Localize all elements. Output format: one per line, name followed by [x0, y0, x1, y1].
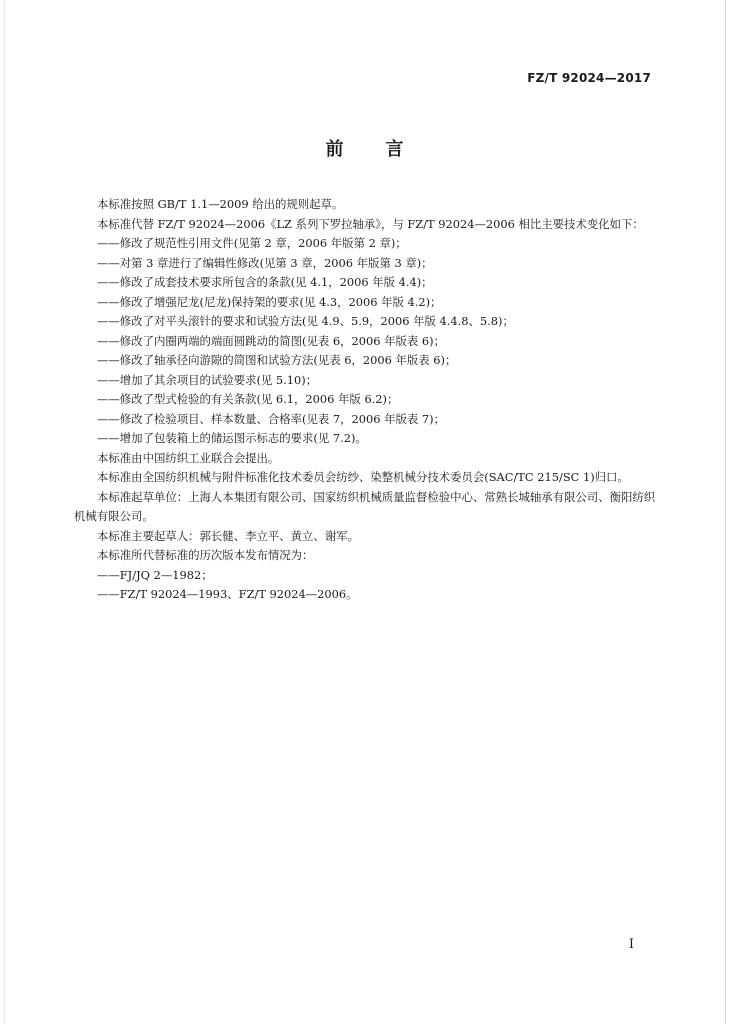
centralized-paragraph: 本标准由全国纺织机械与附件标准化技术委员会纺纱、染整机械分技术委员会(SAC/TC 215/SC 1)归口。: [97, 470, 629, 484]
change-item: ——修改了成套技术要求所包含的条款(见 4.1，2006 年版 4.4)；: [97, 275, 433, 289]
change-item: ——修改了对平头滚针的要求和试验方法(见 4.9、5.9，2006 年版 4.4.8、5.8)；: [97, 314, 514, 328]
change-item: ——修改了增强尼龙(尼龙)保持架的要求(见 4.3，2006 年版 4.2)；: [97, 294, 442, 309]
replacement-paragraph: 本标准代替 FZ/T 92024—2006《LZ 系列下罗拉轴承》，与 FZ/T 92024—2006 相比主要技术变化如下：: [97, 216, 644, 231]
change-item: ——修改了型式检验的有关条款(见 6.1，2006 年版 6.2)；: [97, 392, 399, 406]
foreword-body: [74, 195, 658, 605]
drafting-units-paragraph: 本标准起草单位：上海人本集团有限公司、国家纺织机械质量监督检验中心、常熟长城轴承有限公司、衡阳纺织机械有限公司。: [74, 489, 656, 523]
change-item: ——修改了轴承径向游隙的简图和试验方法(见表 6，2006 年版表 6)；: [97, 353, 457, 367]
drafting-rules-paragraph: 本标准按照 GB/T 1.1—2009 给出的规则起草。: [97, 197, 344, 211]
standard-code: FZ/T 92024—2017: [527, 71, 651, 85]
page-title: 前言: [325, 139, 446, 160]
change-item: ——增加了其余项目的试验要求(见 5.10)；: [97, 372, 318, 387]
history-item: ——FZ/T 92024—1993、FZ/T 92024—2006。: [97, 587, 358, 601]
change-item: ——增加了包装箱上的储运图示标志的要求(见 7.2)。: [97, 431, 367, 445]
change-item: ——修改了内圈两端的端面圆跳动的简图(见表 6，2006 年版表 6)；: [97, 333, 445, 348]
change-item: ——修改了检验项目、样本数量、合格率(见表 7，2006 年版表 7)；: [97, 411, 445, 426]
change-item: ——对第 3 章进行了编辑性修改(见第 3 章，2006 年版第 3 章)；: [97, 255, 433, 270]
proposer-paragraph: 本标准由中国纺织工业联合会提出。: [97, 450, 280, 465]
page-number: I: [628, 937, 634, 952]
history-intro-paragraph: 本标准所代替标准的历次版本发布情况为：: [97, 548, 314, 562]
drafters-paragraph: 本标准主要起草人：郭长健、李立平、黄立、谢军。: [97, 528, 359, 543]
change-item: ——修改了规范性引用文件(见第 2 章，2006 年版第 2 章)；: [97, 236, 407, 250]
history-item: ——FJ/JQ 2—1982；: [97, 567, 213, 582]
